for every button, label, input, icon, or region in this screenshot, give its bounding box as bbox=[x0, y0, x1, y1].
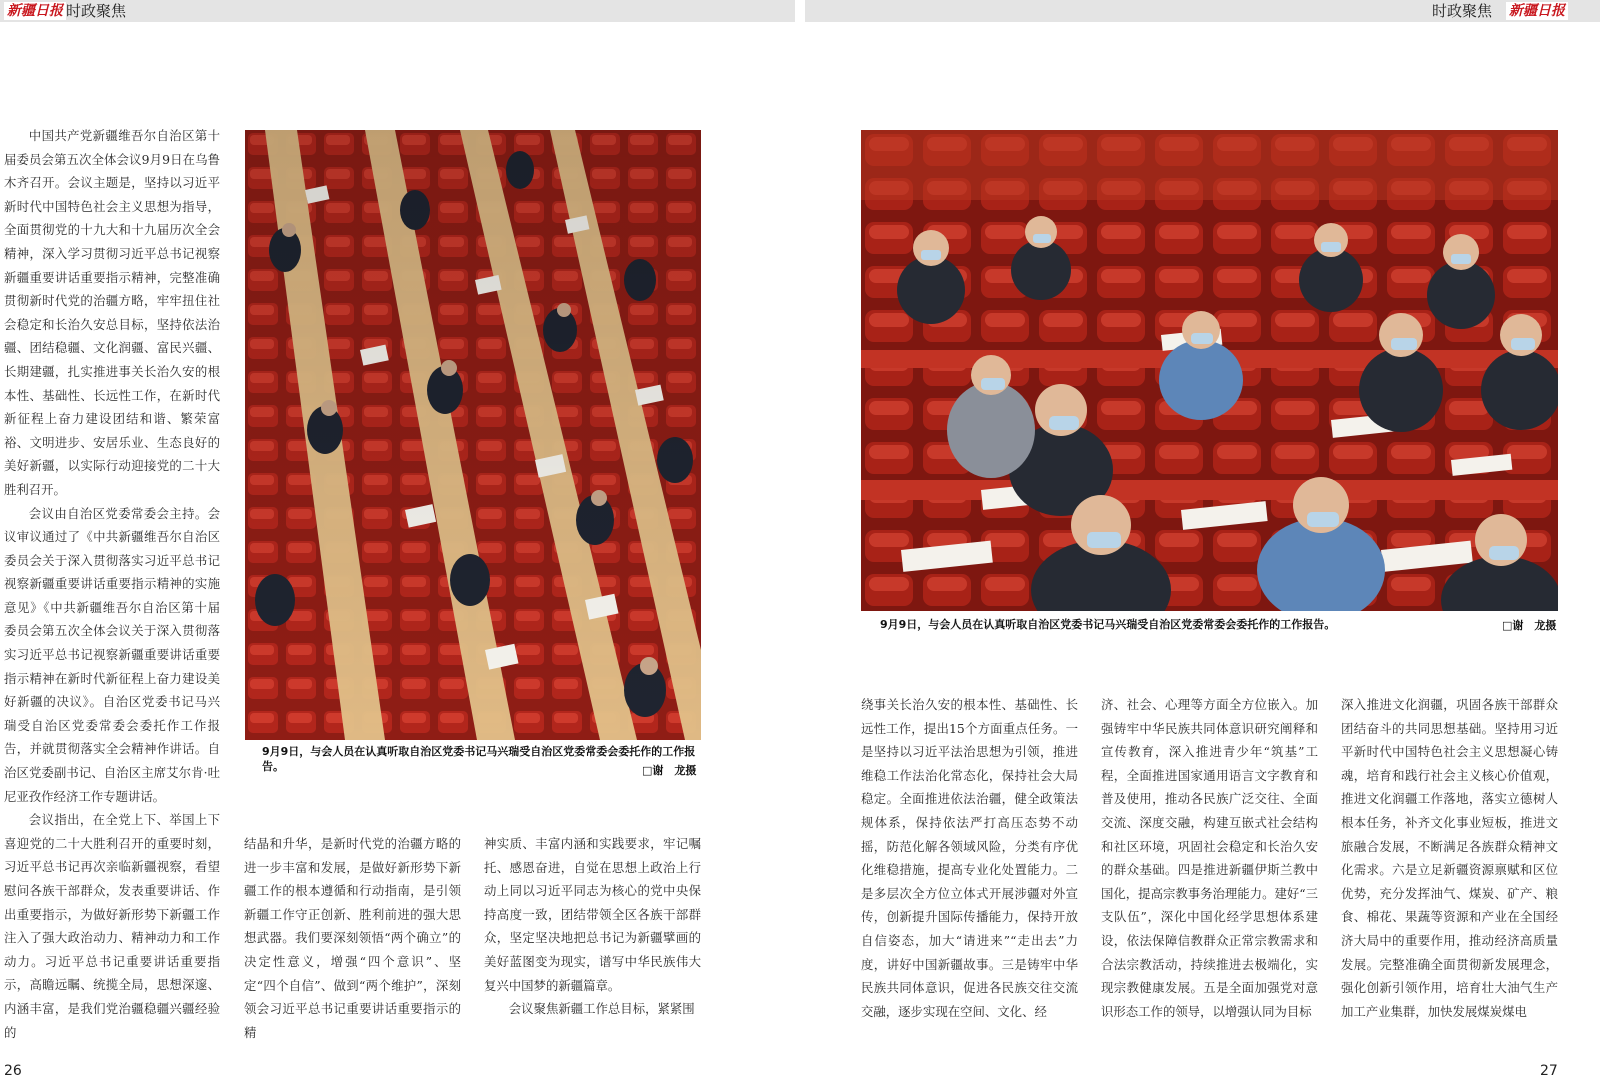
meeting-photo-left-image bbox=[245, 130, 701, 740]
article-column-2 bbox=[244, 832, 461, 1044]
paragraph: 深入推进文化润疆，巩固各族干部群众团结奋斗的共同思想基础。坚持用习近平新时代中国特色社会主义思想凝心铸魂，培育和践行社会主义核心价值观，推进文化润疆工作落地，落实立德树人根本任务，补齐文化事业短板，推进文旅融合发展，不断满足各族群众精神文化需求。六是立足新疆资源禀赋和区位优势，充分发挥油气、煤炭、矿产、粮食、棉花、果蔬等资源和产业在全国经济大局中的重要作用，推动经济高质量发展。完整准确全面贯彻新发展理念，强化创新引领作用，培育壮大油气生产加工产业集群，加快发展煤炭煤电 bbox=[1341, 697, 1558, 1019]
paragraph: 济、社会、心理等方面全方位嵌入。加强铸牢中华民族共同体意识研究阐释和宣传教育，深入推进青少年“筑基”工程，全面推进国家通用语言文字教育和普及使用，推动各民族广泛交往、全面交流、深度交融，构建互嵌式社会结构和社区环境，巩固社会稳定和长治久安的群众基础。四是推进新疆伊斯兰教中国化，提高宗教事务治理能力。建好“三支队伍”，深化中国化经学思想体系建设，依法保障信教群众正常宗教需求和合法宗教活动，持续推进去极端化，实现宗教健康发展。五是全面加强党对意识形态工作的领导，以增强认同为目标 bbox=[1101, 697, 1318, 1019]
section-title-right: 时政聚焦 bbox=[1432, 2, 1493, 20]
meeting-photo-left bbox=[245, 130, 701, 740]
meeting-photo-right-image bbox=[861, 130, 1558, 611]
newspaper-logo-right: 新疆日报 bbox=[1506, 2, 1568, 20]
paragraph: 中国共产党新疆维吾尔自治区第十届委员会第五次全体会议9月9日在乌鲁木齐召开。会议主题是，坚持以习近平新时代中国特色社会主义思想为指导，全面贯彻党的十九大和十九届历次全会精神，深入学习贯彻习近平总书记视察新疆重要讲话重要指示精神，完整准确贯彻新时代党的治疆方略，牢牢扭住社会稳定和长治久安总目标，坚持依法治疆、团结稳疆、文化润疆、富民兴疆、长期建疆，扎实推进事关长治久安的根本性、基础性、长远性工作，在新时代新征程上奋力建设团结和谐、繁荣富裕、文明进步、安居乐业、生态良好的美好新疆，以实际行动迎接党的二十大胜利召开。 bbox=[4, 128, 220, 497]
paragraph: 绕事关长治久安的根本性、基础性、长远性工作，提出15个方面重点任务。一是坚持以习近平法治思想为引领，推进维稳工作法治化常态化，保持社会大局稳定。全面推进依法治疆，健全政策法规体系，保持依法严打高压态势不动摇，防范化解各领域风险，分类有序优化维稳措施，提高专业化处置能力。二是多层次全方位立体式开展涉疆对外宣传，创新提升国际传播能力，保持开放自信姿态，加大“请进来”“走出去”力度，讲好中国新疆故事。三是铸牢中华民族共同体意识，促进各民族交往交流交融，逐步实现在空间、文化、经 bbox=[861, 697, 1078, 1019]
photo-credit-right: □谢 龙摄 bbox=[1502, 619, 1557, 632]
page-number-right: 27 bbox=[1540, 1063, 1558, 1079]
photo-credit-left: □谢 龙摄 bbox=[642, 764, 697, 777]
photo-caption-right: 9月9日，与会人员在认真听取自治区党委书记马兴瑞受自治区党委常委会委托作的工作报告。 bbox=[880, 618, 1336, 631]
newspaper-logo-left: 新疆日报 bbox=[4, 2, 66, 20]
paragraph: 结晶和升华，是新时代党的治疆方略的进一步丰富和发展，是做好新形势下新疆工作的根本遵循和行动指南，是引领新疆工作守正创新、胜利前进的强大思想武器。我们要深刻领悟“两个确立”的决定性意义，增强“四个意识”、坚定“四个自信”、做到“两个维护”，深刻领会习近平总书记重要讲话重要指示的精 bbox=[244, 836, 461, 1040]
article-column-3 bbox=[484, 832, 701, 1021]
article-column-6 bbox=[1341, 693, 1558, 1023]
article-column-5 bbox=[1101, 693, 1318, 1023]
paragraph: 会议由自治区党委常委会主持。会议审议通过了《中共新疆维吾尔自治区委员会关于深入贯彻落实习近平总书记视察新疆重要讲话重要指示精神的实施意见》《中共新疆维吾尔自治区第十届委员会第五次全体会议关于深入贯彻落实习近平总书记视察新疆重要讲话重要指示精神在新时代新征程上奋力建设美好新疆的决议》。自治区党委书记马兴瑞受自治区党委常委会委托作工作报告，并就贯彻落实全会精神作讲话。自治区党委副书记、自治区主席艾尔肯·吐尼亚孜作经济工作专题讲话。 bbox=[4, 505, 220, 804]
paragraph: 会议聚焦新疆工作总目标，紧紧围 bbox=[508, 1001, 695, 1017]
article-column-1 bbox=[4, 124, 220, 1044]
meeting-photo-right bbox=[861, 130, 1558, 611]
article-column-4 bbox=[861, 693, 1078, 1023]
paragraph: 神实质、丰富内涵和实践要求，牢记嘱托、感恩奋进，自觉在思想上政治上行动上同以习近平同志为核心的党中央保持高度一致，团结带领全区各族干部群众，坚定坚决地把总书记为新疆擘画的美好蓝图变为现实，谱写中华民族伟大复兴中国梦的新疆篇章。 bbox=[484, 836, 701, 993]
paragraph: 会议指出，在全党上下、举国上下喜迎党的二十大胜利召开的重要时刻，习近平总书记再次亲临新疆视察，看望慰问各族干部群众，发表重要讲话、作出重要指示，为做好新形势下新疆工作注入了强大政治动力、精神动力和工作动力。习近平总书记重要讲话重要指示，高瞻远瞩、统揽全局，思想深邃、内涵丰富，是我们党治疆稳疆兴疆经验的 bbox=[4, 812, 220, 1040]
section-title-left: 时政聚焦 bbox=[66, 2, 127, 20]
photo-caption-left: 9月9日，与会人员在认真听取自治区党委书记马兴瑞受自治区党委常委会委托作的工作报告。 bbox=[262, 745, 696, 773]
page-number-left: 26 bbox=[4, 1063, 22, 1079]
